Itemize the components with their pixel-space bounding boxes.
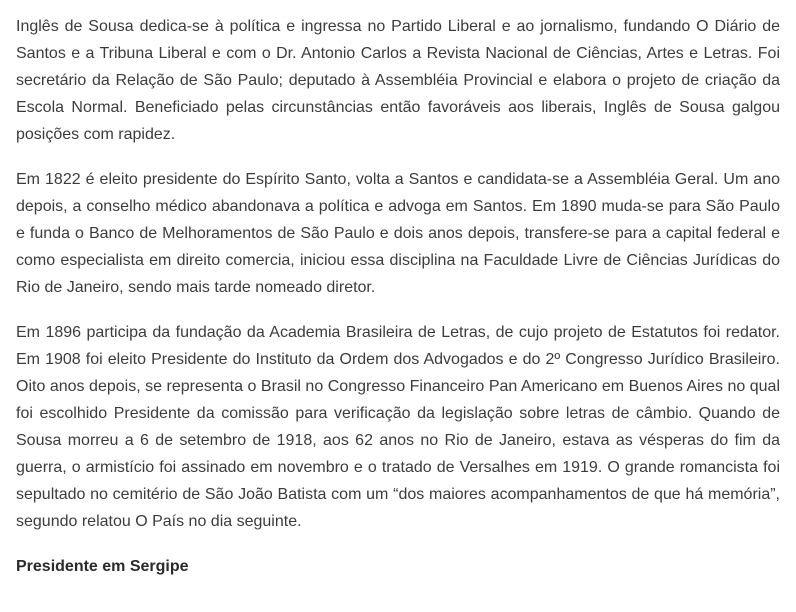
paragraph-academia-letras: Em 1896 participa da fundação da Academia Brasileira de Letras, de cujo projeto de Estatutos foi redator. Em 1908 foi eleito Presidente do Instituto da Ordem dos Advogados e do 2º Congresso Jurídico Brasileiro. Oito anos depois, se representa o Brasil no Congresso Financeiro Pan Americano em Buenos Aires no qual foi escolhido Presidente da comissão para verificação da legislação sobre letras de câmbio. Quando de Sousa morreu a 6 de setembro de 1918, aos 62 anos no Rio de Janeiro, estava as vésperas do fim da guerra, o armistício foi assinado em novembro e o tratado de Versalhes em 1919. O grande romancista foi sepultado no cemitério de São João Batista com um “dos maiores acompanhamentos de que há memória”, segundo relatou O País no dia seguinte.	[16, 324, 780, 530]
section-heading: Presidente em Sergipe	[16, 558, 189, 575]
paragraph-politics-journalism: Inglês de Sousa dedica-se à política e ingressa no Partido Liberal e ao jornalismo, fundando O Diário de Santos e a Tribuna Liberal e com o Dr. Antonio Carlos a Revista Nacional de Ciências, Artes e Letras. Foi secretário da Relação de São Paulo; deputado à Assembléia Provincial e elabora o projeto de criação da Escola Normal. Beneficiado pelas circunstâncias então favoráveis aos liberais, Inglês de Sousa galgou posições com rapidez.	[16, 18, 780, 143]
paragraph-espirito-santo: Em 1822 é eleito presidente do Espírito Santo, volta a Santos e candidata-se a Assembléia Geral. Um ano depois, a conselho médico abandonava a política e advoga em Santos. Em 1890 muda-se para São Paulo e funda o Banco de Melhoramentos de São Paulo e dois anos depois, transfere-se para a capital federal e como especialista em direito comercia, iniciou essa disciplina na Faculdade Livre de Ciências Jurídicas do Rio de Janeiro, sendo mais tarde nomeado diretor.	[16, 171, 780, 296]
article-body	[16, 13, 780, 580]
